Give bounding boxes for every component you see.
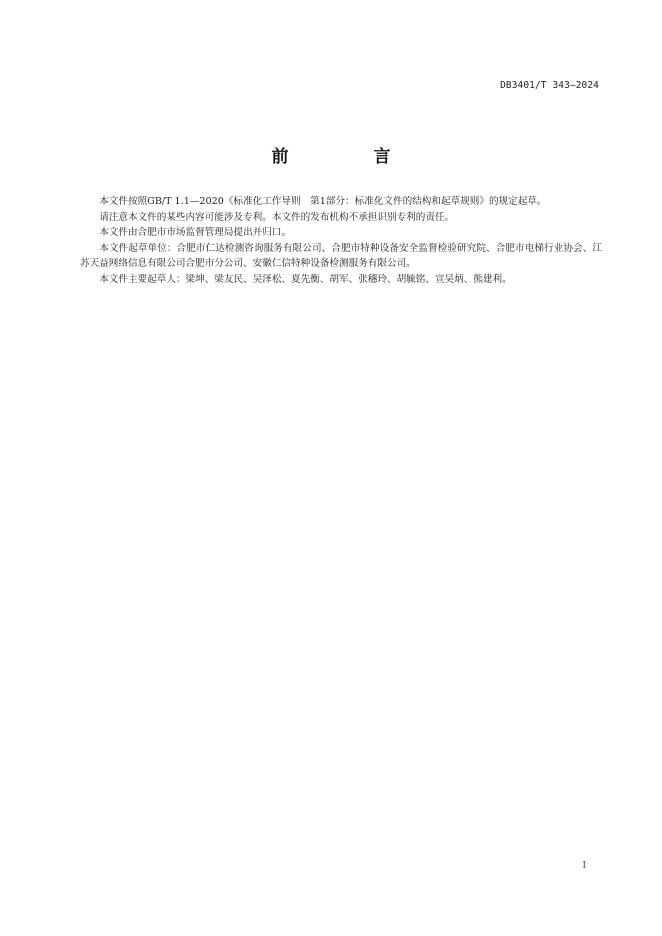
paragraph-drafting-rules: 本文件按照GB/T 1.1—2020《标准化工作导则 第1部分：标准化文件的结构和起草规则》的规定起草。: [99, 196, 547, 207]
paragraph-patent-notice: 请注意本文件的某些内容可能涉及专利。本文件的发布机构不承担识别专利的责任。: [99, 211, 455, 223]
foreword-body: [80, 194, 602, 287]
paragraph-drafters: 本文件主要起草人：梁坤、梁友民、吴泽松、夏先衡、胡军、张穗玲、胡毓铭、宣吴炳、熊建利。: [99, 273, 512, 285]
document-code: DB3401/T 343—2024: [500, 80, 599, 91]
page-number: I: [582, 861, 586, 871]
paragraph-drafting-units: 本文件起草单位：合肥市仁达检测咨询服务有限公司、合肥市特种设备安全监督检验研究院、合肥市电梯行业协会、江苏天益网络信息有限公司合肥市分公司、安徽仁信特种设备检测服务有限公司。: [80, 242, 602, 269]
page-title: 前 言: [271, 147, 425, 167]
paragraph-proposer: 本文件由合肥市市场监督管理局提出并归口。: [99, 227, 292, 238]
